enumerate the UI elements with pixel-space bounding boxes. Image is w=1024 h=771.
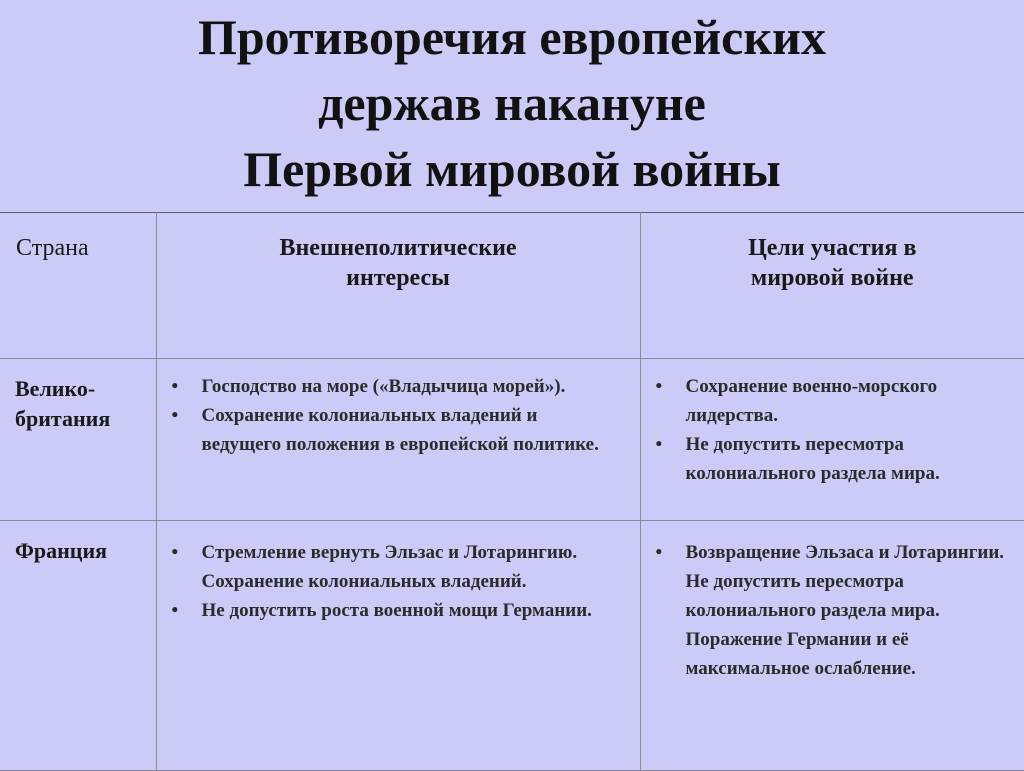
title-line-3: Первой мировой войны (243, 141, 781, 197)
country-label: Франция (15, 538, 108, 563)
country-cell (0, 521, 156, 771)
comparison-table (0, 212, 1024, 771)
interests-list (158, 360, 639, 459)
table-row (0, 359, 1024, 521)
country-cell (0, 359, 156, 521)
goals-list (642, 360, 1024, 488)
slide-title (0, 0, 1024, 212)
list-item: • Не допустить пересмотра колониального раздела мира. (686, 430, 994, 488)
list-item: • Не допустить роста военной мощи Германии. (202, 596, 609, 625)
list-item: • Господство на море («Владычица морей»). (202, 372, 613, 401)
list-item: • Возвращение Эльзаса и Лотарингии. Не допустить пересмотра колониального раздела мира. Поражение Германии и её максимальное ослабление. (686, 538, 1010, 683)
interests-cell (156, 521, 640, 771)
list-item: • Сохранение военно-морского лидерства. (686, 372, 994, 430)
header-interests-label: Внешнеполитические интересы (279, 235, 517, 291)
goals-list (642, 522, 1024, 683)
header-goals (640, 213, 1024, 359)
list-item: • Сохранение колониальных владений и ведущего положения в европейской политике. (202, 401, 613, 459)
table-row (0, 521, 1024, 771)
table-header-row (0, 213, 1024, 359)
interests-list (158, 522, 639, 625)
header-country: Страна (0, 213, 156, 359)
country-label: Велико-британия (15, 376, 111, 431)
goals-cell (640, 521, 1024, 771)
title-line-1: Противоречия европейских (197, 9, 826, 65)
interests-cell (156, 359, 640, 521)
header-goals-label: Цели участия в мировой войне (748, 235, 917, 291)
goals-cell (640, 359, 1024, 521)
list-item: • Стремление вернуть Эльзас и Лотарингию. Сохранение колониальных владений. (202, 538, 609, 596)
title-line-2: держав накануне (318, 75, 706, 131)
header-interests (156, 213, 640, 359)
